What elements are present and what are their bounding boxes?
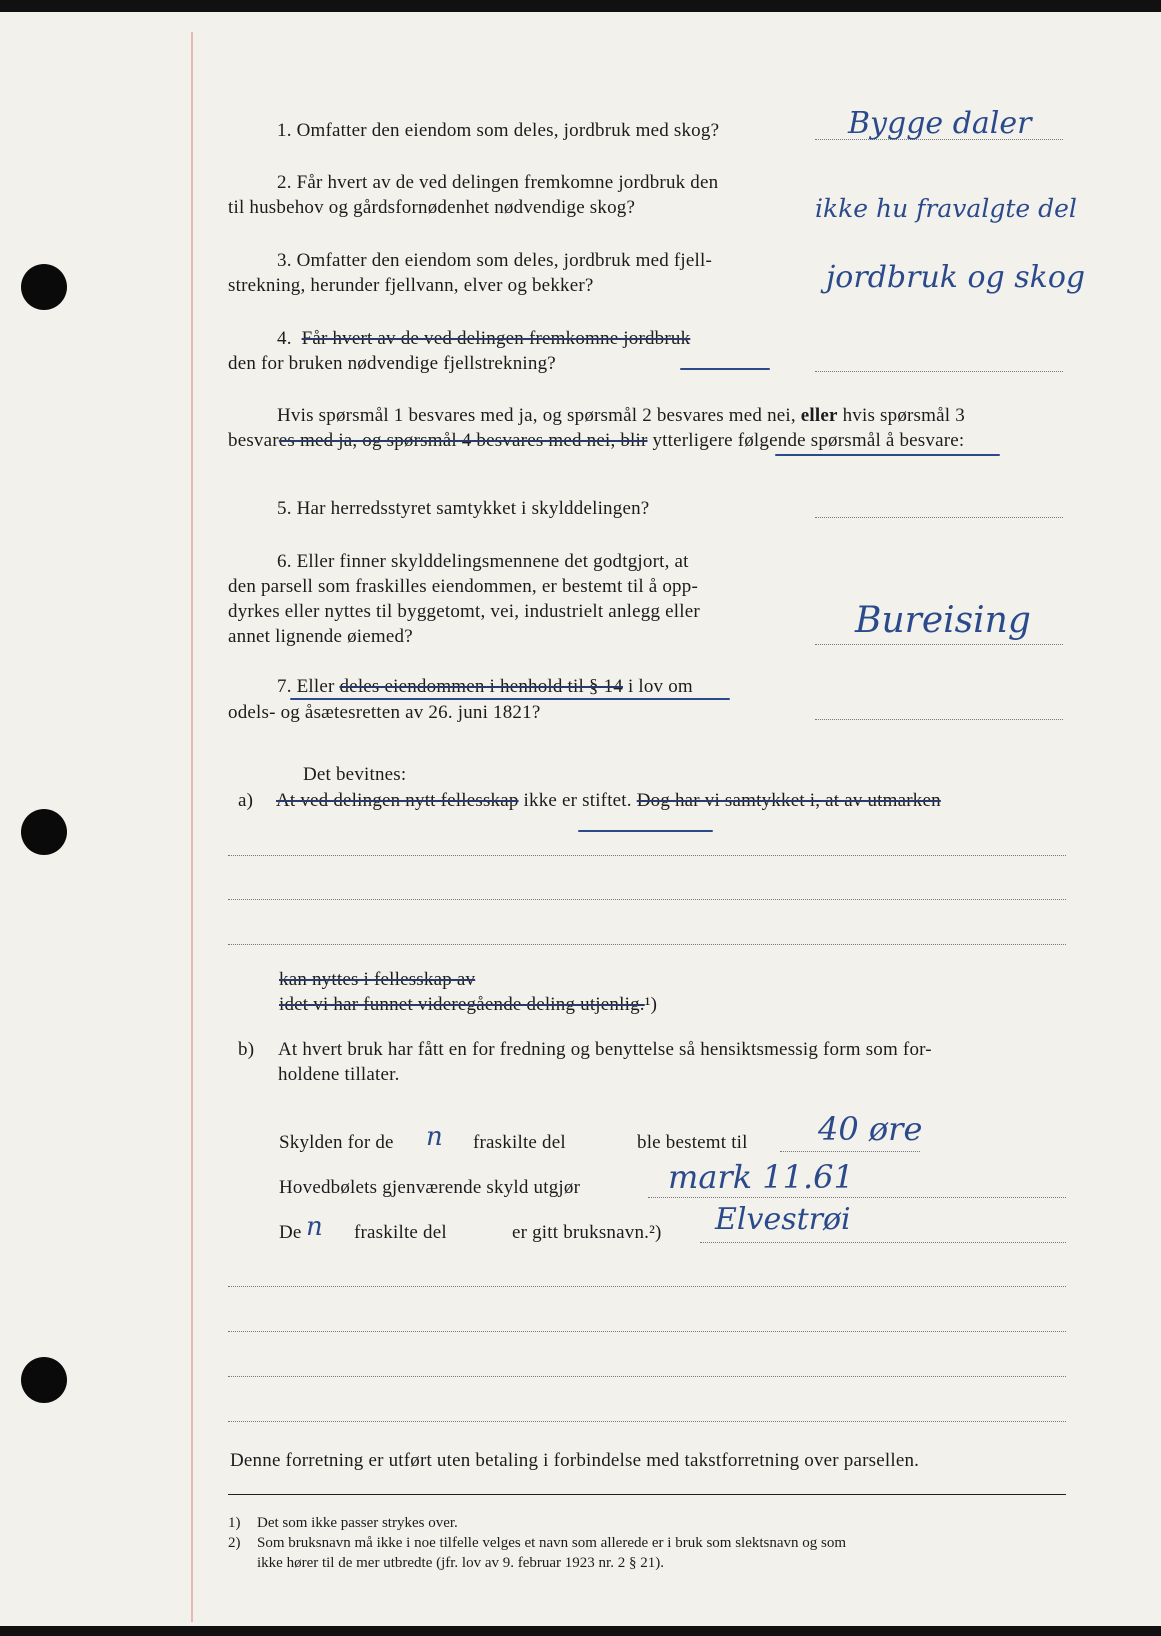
attest-b-label: b) <box>238 1039 255 1060</box>
skyld-label: Skylden for de <box>279 1132 394 1153</box>
question-7-end: i lov om <box>623 676 693 697</box>
answer-line <box>780 1150 920 1152</box>
question-7-line1 <box>277 676 693 698</box>
hovedbol-label: Hovedbølets gjenværende skyld utgjør <box>279 1177 581 1198</box>
blank-line <box>228 898 1066 900</box>
question-3-line2: strekning, herunder fjellvann, elver og bekker? <box>228 275 594 296</box>
attest-idet-line <box>279 994 657 1016</box>
footnote-2-line1: Som bruksnavn må ikke i noe tilfelle velges et navn som allerede er i bruk som slektsnavn og som <box>257 1535 847 1551</box>
answer-line <box>815 643 1063 645</box>
skyld-handwritten-suffix: n <box>426 1122 443 1152</box>
condition-text: Hvis spørsmål 1 besvares med ja, og spørsmål 2 besvares med nei, <box>277 405 796 426</box>
answer-2: ikke hu fravalgte del <box>815 194 1077 223</box>
form-page <box>0 12 1161 1626</box>
pen-stroke <box>290 698 730 700</box>
question-4-line2: den for bruken nødvendige fjellstrekning? <box>228 353 556 374</box>
condition-end: hvis spørsmål 3 <box>842 405 965 426</box>
answer-line <box>815 370 1063 372</box>
hovedbol-value: mark 11.61 <box>668 1158 854 1196</box>
blank-line <box>228 1285 1066 1287</box>
pen-stroke <box>680 368 770 370</box>
attest-a-line <box>276 790 941 812</box>
question-7-struck: deles eiendommen i henhold til § 14 <box>339 676 623 697</box>
answer-line <box>648 1196 1066 1198</box>
blank-line <box>228 1420 1066 1422</box>
question-2-line1: 2. Får hvert av de ved delingen fremkomne jordbruk den <box>277 172 719 193</box>
attest-a-struck: At ved delingen nytt fellesskap <box>276 790 519 811</box>
attest-heading: Det bevitnes: <box>303 764 407 785</box>
skyld-value: 40 øre <box>818 1110 923 1148</box>
blank-line <box>228 1375 1066 1377</box>
answer-line <box>815 516 1063 518</box>
footnote-2-mark: 2) <box>228 1535 241 1551</box>
answer-6: Bureising <box>855 600 1031 641</box>
attest-kan-line <box>279 969 475 991</box>
question-7-line2: odels- og åsætesretten av 26. juni 1821? <box>228 702 541 723</box>
punch-hole <box>21 264 67 310</box>
question-5: 5. Har herredsstyret samtykket i skylddelingen? <box>277 498 650 519</box>
skyld-fraskilte: fraskilte del <box>473 1132 566 1153</box>
question-4-struck: Får hvert av de ved delingen fremkomne jordbruk <box>301 328 691 349</box>
attest-a-label: a) <box>238 790 254 811</box>
closing-statement: Denne forretning er utført uten betaling i forbindelse med takstforretning over parsellen. <box>230 1450 920 1471</box>
bruksnavn-handwritten-suffix: n <box>306 1212 323 1242</box>
attest-a-struck-2: Dog har vi samtykket i, at av utmarken <box>636 790 941 811</box>
answer-3: jordbruk og skog <box>826 260 1086 295</box>
bruksnavn-label: er gitt bruksnavn.²) <box>512 1222 662 1243</box>
question-6-line2: den parsell som fraskilles eiendommen, er bestemt til å opp- <box>228 576 698 597</box>
bruksnavn-fraskilte: fraskilte del <box>354 1222 447 1243</box>
footnote-1-mark: 1) <box>228 1515 241 1531</box>
punch-hole <box>21 809 67 855</box>
question-3-line1: 3. Omfatter den eiendom som deles, jordbruk med fjell- <box>277 250 713 271</box>
skyld-bestemt: ble bestemt til <box>637 1132 748 1153</box>
blank-line <box>228 943 1066 945</box>
kan-struck: kan nyttes i fellesskap av <box>279 969 476 990</box>
question-6-line1: 6. Eller finner skylddelingsmennene det godtgjort, at <box>277 551 689 572</box>
footnote-1: Det som ikke passer strykes over. <box>257 1515 458 1531</box>
margin-line <box>191 32 193 1622</box>
question-7-start: 7. Eller <box>277 676 335 697</box>
footnote-ref: ¹) <box>644 994 658 1015</box>
attest-b-line1: At hvert bruk har fått en for fredning og benyttelse så hensiktsmessig form som for- <box>278 1039 932 1060</box>
condition-bold: eller <box>800 405 838 426</box>
question-1: 1. Omfatter den eiendom som deles, jordbruk med skog? <box>277 120 720 141</box>
answer-line <box>700 1241 1066 1243</box>
pen-stroke <box>775 454 1000 456</box>
blank-line <box>228 854 1066 856</box>
question-6-line3: dyrkes eller nyttes til byggetomt, vei, industrielt anlegg eller <box>228 601 700 622</box>
condition-start: besvar <box>228 430 279 451</box>
blank-line <box>228 1330 1066 1332</box>
question-6-line4: annet lignende øiemed? <box>228 626 413 647</box>
condition-struck: es med ja, og spørsmål 4 besvares med nei, blir <box>278 430 648 451</box>
condition-line2 <box>228 430 964 452</box>
footnote-2-line2: ikke hører til de mer utbredte (jfr. lov av 9. februar 1923 nr. 2 § 21). <box>257 1555 664 1571</box>
question-4-number: 4. <box>277 328 292 349</box>
bruksnavn-label-start: De <box>279 1222 302 1243</box>
pen-stroke <box>578 830 713 832</box>
punch-hole <box>21 1357 67 1403</box>
answer-line <box>815 718 1063 720</box>
question-2-line2: til husbehov og gårdsfornødenhet nødvendige skog? <box>228 197 636 218</box>
attest-b-line2: holdene tillater. <box>278 1064 400 1085</box>
condition-tail: ytterligere følgende spørsmål å besvare: <box>647 430 965 451</box>
footnote-divider <box>228 1494 1066 1495</box>
idet-struck: idet vi har funnet videregående deling utjenlig. <box>279 994 645 1015</box>
answer-1: Bygge daler <box>848 106 1032 141</box>
attest-a-kept: ikke er stiftet. <box>518 790 632 811</box>
condition-line1 <box>277 405 965 427</box>
question-4-line1 <box>277 328 690 350</box>
bruksnavn-value: Elvestrøi <box>715 1202 851 1237</box>
